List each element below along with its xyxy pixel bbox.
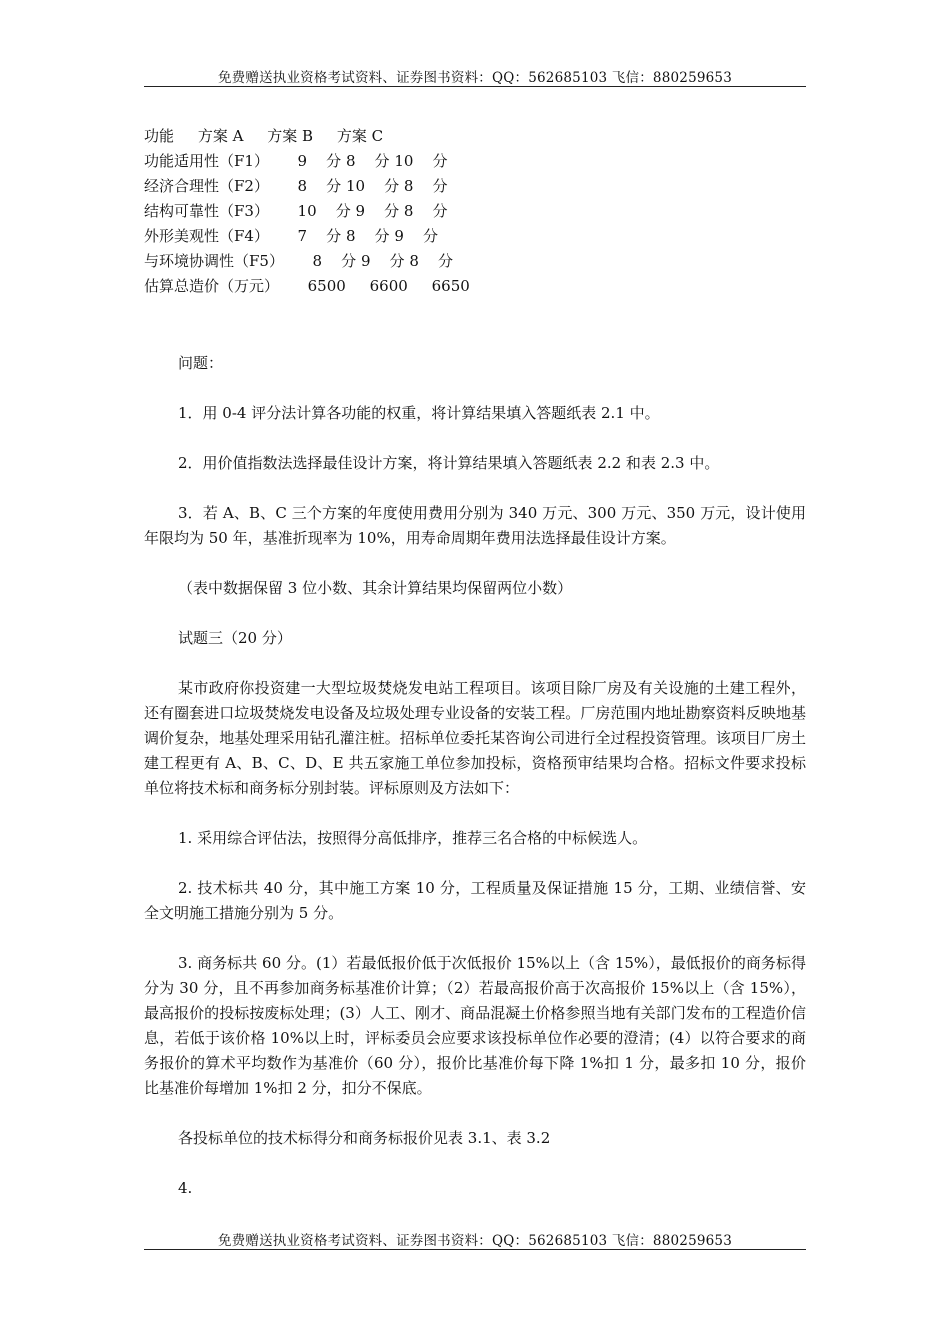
question-2: 2．用价值指数法选择最佳设计方案，将计算结果填入答题纸表 2.2 和表 2.3 中。 — [178, 454, 720, 472]
function-score-table — [144, 124, 806, 299]
table-row-f5: 与环境协调性（F5） 8 分 9 分 8 分 — [144, 252, 453, 270]
question-1: 1．用 0-4 评分法计算各功能的权重，将计算结果填入答题纸表 2.1 中。 — [178, 404, 660, 422]
document-body — [144, 124, 806, 1201]
table-row-f4: 外形美观性（F4） 7 分 8 分 9 分 — [144, 227, 438, 245]
table-reference: 各投标单位的技术标得分和商务标报价见表 3.1、表 3.2 — [178, 1129, 551, 1147]
rounding-note: （表中数据保留 3 位小数、其余计算结果均保留两位小数） — [178, 579, 573, 597]
table-row-f3: 结构可靠性（F3） 10 分 9 分 8 分 — [144, 202, 448, 220]
item-4: 4. — [178, 1179, 193, 1197]
page-header: 免费赠送执业资格考试资料、证券图书资料：QQ：562685103 飞信：880259653 — [144, 66, 806, 87]
project-background: 某市政府你投资建一大型垃圾焚烧发电站工程项目。该项目除厂房及有关设施的土建工程外，还有圈套进口垃圾焚烧发电设备及垃圾处理专业设备的安装工程。厂房范围内地址勘察资料反映地基调价复杂，地基处理采用钻孔灌注桩。招标单位委托某咨询公司进行全过程投资管理。该项目厂房土建工程更有 A、B、C、D、E 共五家施工单位参加投标，资格预审结果均合格。招标文件要求投标单位将技术标和商务标分别封装。评标原则及方法如下： — [144, 679, 806, 797]
table-header-row: 功能 方案 A 方案 B 方案 C — [144, 127, 384, 145]
rule-2: 2. 技术标共 40 分，其中施工方案 10 分，工程质量及保证措施 15 分，工期、业绩信誉、安全文明施工措施分别为 5 分。 — [144, 879, 806, 922]
rule-3: 3. 商务标共 60 分。(1）若最低报价低于次低报价 15%以上（含 15%），最低报价的商务标得分为 30 分，且不再参加商务标基准价计算；（2）若最高报价高于次高报价 15%以上（含 15%），最高报价的投标按废标处理；(3）人工、刚才、商品混凝土价格参照当地有关部门发布的工程造价信息，若低于该价格 10%以上时，评标委员会应要求该投标单位作必要的澄清；(4）以符合要求的商务报价的算术平均数作为基准价（60 分），报价比基准价每下降 1%扣 1 分，最多扣 10 分，报价比基准价每增加 1%扣 2 分，扣分不保底。 — [144, 954, 806, 1097]
table-row-f1: 功能适用性（F1） 9 分 8 分 10 分 — [144, 152, 448, 170]
table-row-total-cost: 估算总造价（万元） 6500 6600 6650 — [144, 277, 470, 295]
rule-1: 1. 采用综合评估法，按照得分高低排序，推荐三名合格的中标候选人。 — [178, 829, 648, 847]
table-row-f2: 经济合理性（F2） 8 分 10 分 8 分 — [144, 177, 448, 195]
questions-heading: 问题： — [178, 354, 224, 372]
page-footer: 免费赠送执业资格考试资料、证券图书资料：QQ：562685103 飞信：880259653 — [144, 1229, 806, 1250]
section-title-3: 试题三（20 分） — [178, 629, 292, 647]
question-3: 3．若 A、B、C 三个方案的年度使用费用分别为 340 万元、300 万元、350 万元，设计使用年限均为 50 年，基准折现率为 10%，用寿命周期年费用法选择最佳设计方案。 — [144, 504, 806, 547]
